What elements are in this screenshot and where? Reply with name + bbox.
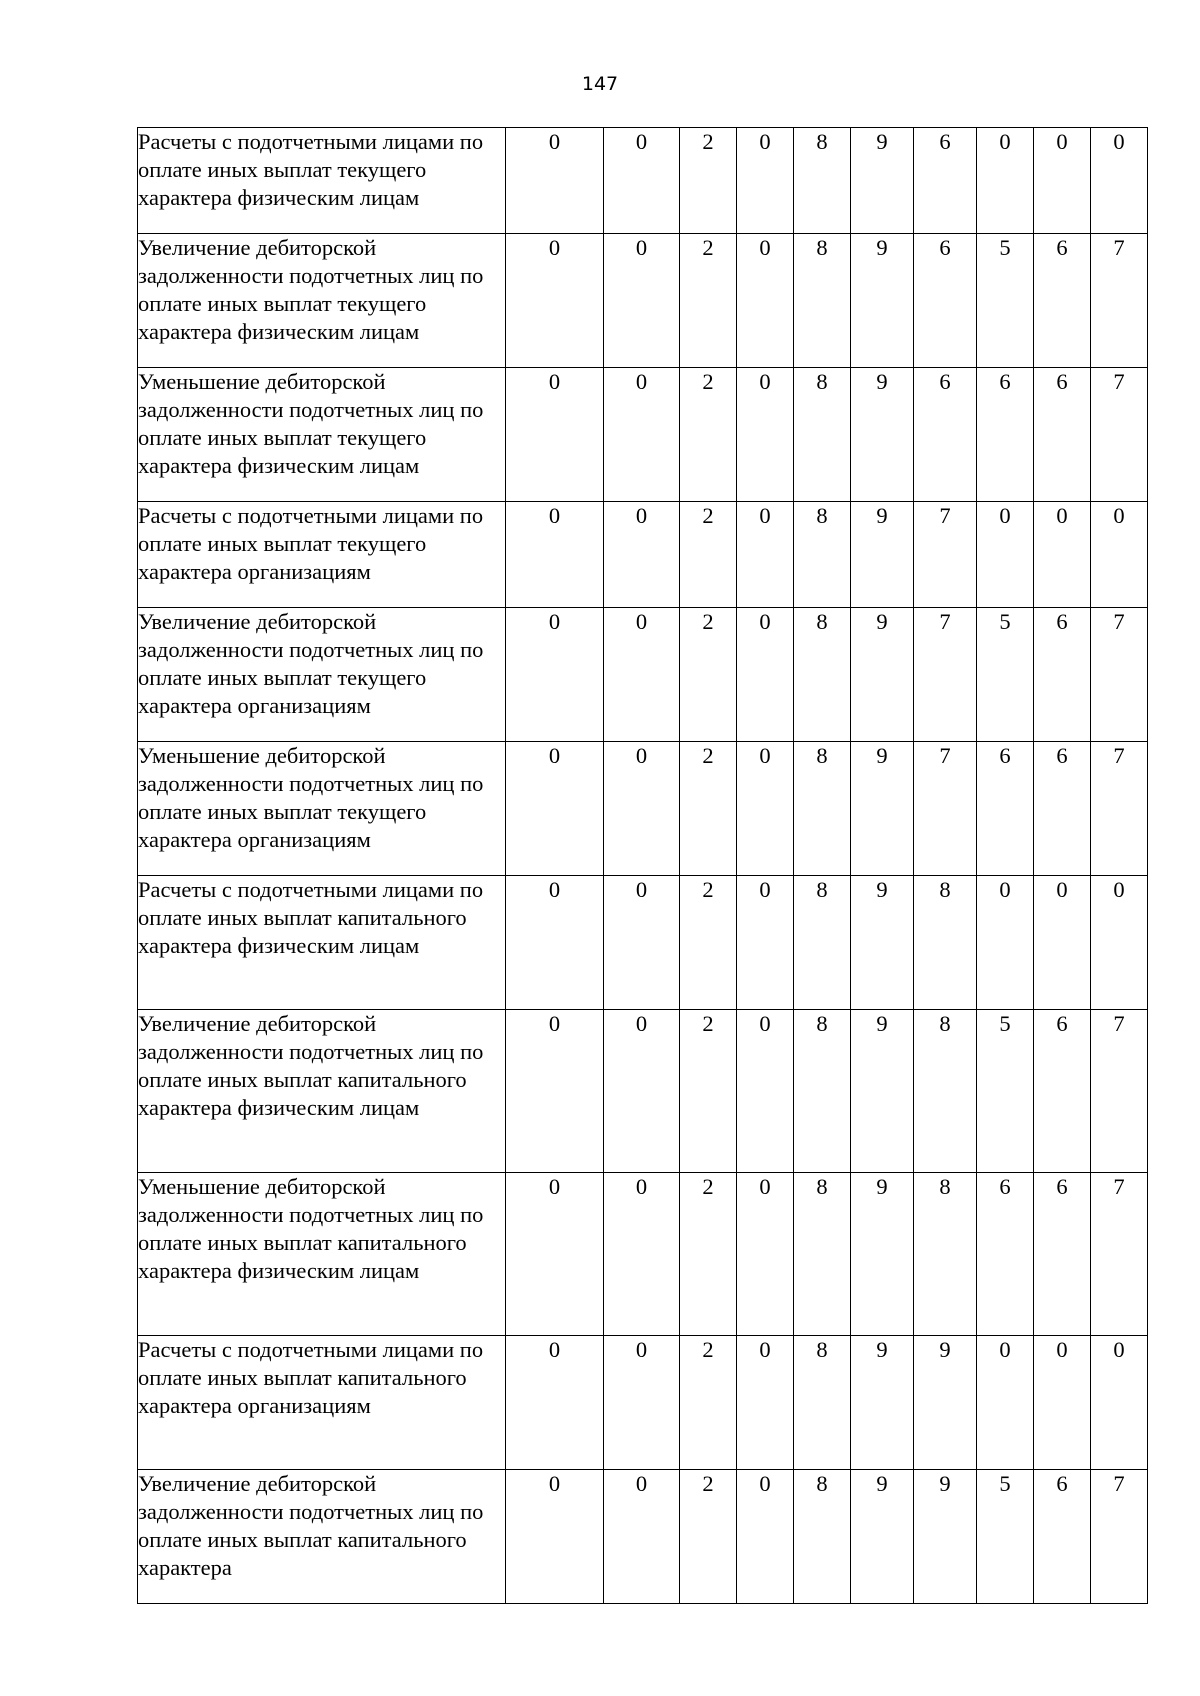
row-label: Расчеты с подотчетными лицами по оплате иных выплат текущего характера физическим лицам <box>138 128 506 234</box>
code-digit-cell: 9 <box>851 1470 914 1604</box>
row-label: Уменьшение дебиторской задолженности подотчетных лиц по оплате иных выплат капитального характера физическим лицам <box>138 1173 506 1336</box>
code-digit-cell: 0 <box>737 502 794 608</box>
code-digit-cell: 2 <box>680 1470 737 1604</box>
code-digit-cell: 7 <box>914 502 977 608</box>
code-digit-cell: 0 <box>604 368 680 502</box>
code-digit-cell: 0 <box>506 1470 604 1604</box>
code-digit-cell: 6 <box>1034 1470 1091 1604</box>
table-row <box>138 368 1148 502</box>
code-digit-cell: 0 <box>1091 1336 1148 1470</box>
code-digit-cell: 0 <box>1034 876 1091 1010</box>
row-label: Увеличение дебиторской задолженности подотчетных лиц по оплате иных выплат текущего характера организациям <box>138 608 506 742</box>
code-digit-cell: 9 <box>851 1336 914 1470</box>
code-digit-cell: 0 <box>506 1336 604 1470</box>
code-digit-cell: 2 <box>680 1336 737 1470</box>
code-digit-cell: 0 <box>604 608 680 742</box>
code-digit-cell: 0 <box>1034 502 1091 608</box>
table-row <box>138 1010 1148 1173</box>
code-digit-cell: 0 <box>604 1470 680 1604</box>
code-digit-cell: 0 <box>737 1336 794 1470</box>
table-row <box>138 742 1148 876</box>
code-digit-cell: 0 <box>1091 876 1148 1010</box>
code-digit-cell: 8 <box>914 1173 977 1336</box>
code-digit-cell: 9 <box>851 1010 914 1173</box>
code-digit-cell: 8 <box>914 876 977 1010</box>
code-digit-cell: 9 <box>914 1470 977 1604</box>
code-digit-cell: 6 <box>1034 368 1091 502</box>
code-digit-cell: 0 <box>737 1173 794 1336</box>
code-digit-cell: 6 <box>977 742 1034 876</box>
code-digit-cell: 5 <box>977 608 1034 742</box>
code-digit-cell: 7 <box>1091 1173 1148 1336</box>
table-row <box>138 1470 1148 1604</box>
code-digit-cell: 0 <box>506 876 604 1010</box>
code-digit-cell: 6 <box>977 368 1034 502</box>
code-digit-cell: 8 <box>794 1010 851 1173</box>
code-digit-cell: 8 <box>914 1010 977 1173</box>
code-digit-cell: 5 <box>977 1470 1034 1604</box>
code-digit-cell: 0 <box>977 502 1034 608</box>
code-digit-cell: 0 <box>737 742 794 876</box>
code-digit-cell: 9 <box>851 876 914 1010</box>
code-digit-cell: 8 <box>794 1470 851 1604</box>
row-label: Расчеты с подотчетными лицами по оплате иных выплат капитального характера организациям <box>138 1336 506 1470</box>
code-digit-cell: 2 <box>680 608 737 742</box>
code-digit-cell: 0 <box>1091 128 1148 234</box>
code-digit-cell: 8 <box>794 1336 851 1470</box>
code-digit-cell: 0 <box>977 128 1034 234</box>
code-digit-cell: 0 <box>506 1173 604 1336</box>
code-digit-cell: 0 <box>1034 128 1091 234</box>
code-digit-cell: 0 <box>604 502 680 608</box>
code-digit-cell: 9 <box>851 234 914 368</box>
code-digit-cell: 0 <box>737 1470 794 1604</box>
code-digit-cell: 7 <box>1091 368 1148 502</box>
code-digit-cell: 0 <box>604 1010 680 1173</box>
code-digit-cell: 0 <box>604 876 680 1010</box>
table-row <box>138 876 1148 1010</box>
code-digit-cell: 2 <box>680 876 737 1010</box>
code-digit-cell: 9 <box>851 502 914 608</box>
code-digit-cell: 9 <box>851 128 914 234</box>
code-digit-cell: 0 <box>737 876 794 1010</box>
code-digit-cell: 7 <box>914 608 977 742</box>
code-digit-cell: 6 <box>977 1173 1034 1336</box>
account-codes-table <box>137 127 1148 1604</box>
row-label: Уменьшение дебиторской задолженности подотчетных лиц по оплате иных выплат текущего характера организациям <box>138 742 506 876</box>
code-digit-cell: 9 <box>851 1173 914 1336</box>
code-digit-cell: 0 <box>506 128 604 234</box>
row-label: Увеличение дебиторской задолженности подотчетных лиц по оплате иных выплат капитального характера физическим лицам <box>138 1010 506 1173</box>
code-digit-cell: 6 <box>1034 742 1091 876</box>
code-digit-cell: 6 <box>914 128 977 234</box>
code-digit-cell: 2 <box>680 1010 737 1173</box>
code-digit-cell: 6 <box>1034 608 1091 742</box>
code-digit-cell: 0 <box>604 742 680 876</box>
code-digit-cell: 0 <box>506 608 604 742</box>
code-digit-cell: 7 <box>914 742 977 876</box>
row-label: Увеличение дебиторской задолженности подотчетных лиц по оплате иных выплат текущего характера физическим лицам <box>138 234 506 368</box>
row-label: Расчеты с подотчетными лицами по оплате иных выплат текущего характера организациям <box>138 502 506 608</box>
code-digit-cell: 9 <box>851 742 914 876</box>
code-digit-cell: 7 <box>1091 608 1148 742</box>
code-digit-cell: 0 <box>737 234 794 368</box>
code-digit-cell: 7 <box>1091 742 1148 876</box>
code-digit-cell: 8 <box>794 876 851 1010</box>
code-digit-cell: 2 <box>680 128 737 234</box>
row-label: Увеличение дебиторской задолженности подотчетных лиц по оплате иных выплат капитального характера <box>138 1470 506 1604</box>
code-digit-cell: 0 <box>737 128 794 234</box>
code-digit-cell: 0 <box>604 128 680 234</box>
code-digit-cell: 6 <box>1034 234 1091 368</box>
code-digit-cell: 0 <box>1034 1336 1091 1470</box>
code-digit-cell: 6 <box>1034 1010 1091 1173</box>
table-row <box>138 1336 1148 1470</box>
code-digit-cell: 0 <box>737 1010 794 1173</box>
code-digit-cell: 8 <box>794 1173 851 1336</box>
code-digit-cell: 0 <box>506 1010 604 1173</box>
code-digit-cell: 8 <box>794 608 851 742</box>
table-row <box>138 234 1148 368</box>
table-row <box>138 128 1148 234</box>
code-digit-cell: 2 <box>680 502 737 608</box>
code-digit-cell: 7 <box>1091 1470 1148 1604</box>
code-digit-cell: 9 <box>914 1336 977 1470</box>
row-label: Расчеты с подотчетными лицами по оплате иных выплат капитального характера физическим лицам <box>138 876 506 1010</box>
code-digit-cell: 6 <box>1034 1173 1091 1336</box>
table-row <box>138 608 1148 742</box>
table-row <box>138 502 1148 608</box>
code-digit-cell: 0 <box>506 368 604 502</box>
code-digit-cell: 0 <box>604 1336 680 1470</box>
code-digit-cell: 8 <box>794 742 851 876</box>
code-digit-cell: 0 <box>506 742 604 876</box>
code-digit-cell: 0 <box>737 608 794 742</box>
code-digit-cell: 0 <box>977 876 1034 1010</box>
code-digit-cell: 5 <box>977 1010 1034 1173</box>
code-digit-cell: 2 <box>680 742 737 876</box>
code-digit-cell: 7 <box>1091 1010 1148 1173</box>
code-digit-cell: 6 <box>914 234 977 368</box>
code-digit-cell: 5 <box>977 234 1034 368</box>
code-digit-cell: 8 <box>794 502 851 608</box>
page-number: 147 <box>581 73 619 95</box>
row-label: Уменьшение дебиторской задолженности подотчетных лиц по оплате иных выплат текущего характера физическим лицам <box>138 368 506 502</box>
code-digit-cell: 0 <box>1091 502 1148 608</box>
code-digit-cell: 2 <box>680 368 737 502</box>
code-digit-cell: 0 <box>737 368 794 502</box>
code-digit-cell: 8 <box>794 128 851 234</box>
table-row <box>138 1173 1148 1336</box>
code-digit-cell: 0 <box>506 502 604 608</box>
code-digit-cell: 0 <box>604 1173 680 1336</box>
code-digit-cell: 8 <box>794 368 851 502</box>
code-digit-cell: 6 <box>914 368 977 502</box>
code-digit-cell: 2 <box>680 1173 737 1336</box>
code-digit-cell: 9 <box>851 368 914 502</box>
code-digit-cell: 0 <box>604 234 680 368</box>
code-digit-cell: 2 <box>680 234 737 368</box>
code-digit-cell: 8 <box>794 234 851 368</box>
code-digit-cell: 9 <box>851 608 914 742</box>
code-digit-cell: 7 <box>1091 234 1148 368</box>
code-digit-cell: 0 <box>506 234 604 368</box>
code-digit-cell: 0 <box>977 1336 1034 1470</box>
